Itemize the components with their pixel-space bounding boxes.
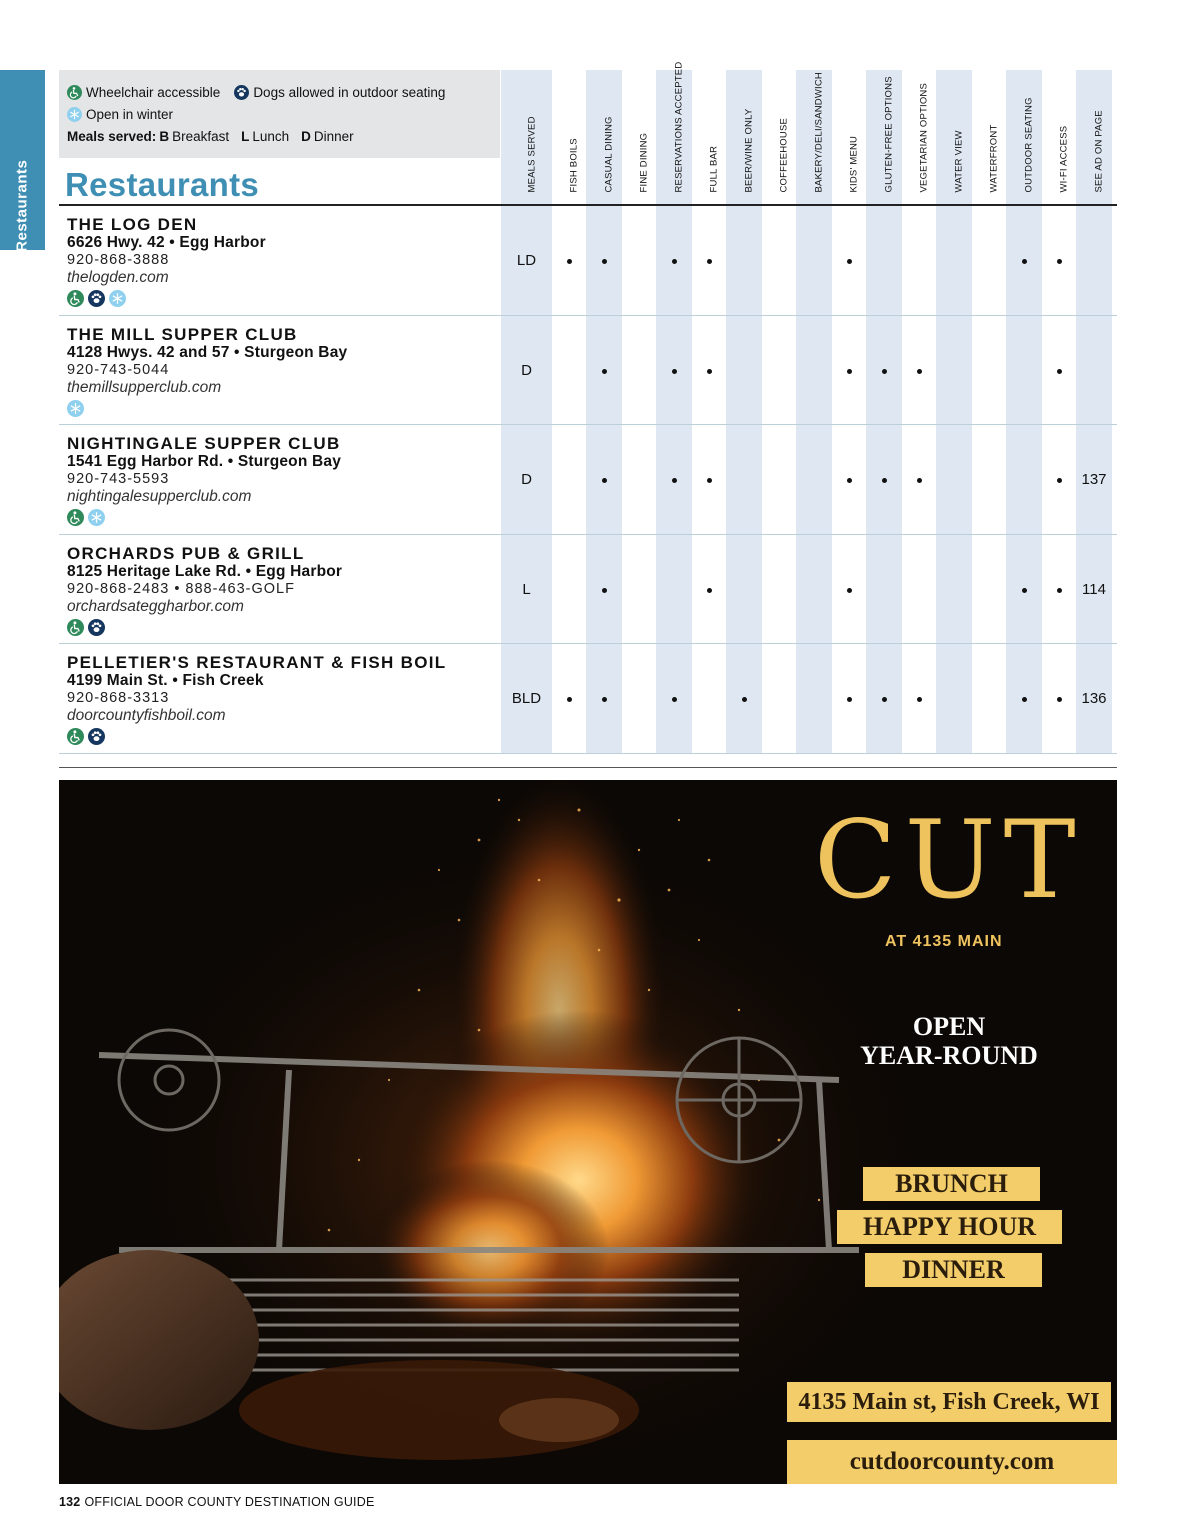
column-header-label: BAKERY/DELI/SANDWICH — [813, 72, 825, 193]
ad-website[interactable]: cutdoorcounty.com — [787, 1440, 1117, 1484]
section-side-tab — [0, 70, 45, 301]
feature-dot — [602, 259, 607, 264]
restaurant-amenity-icons — [67, 728, 105, 745]
wheelchair-icon — [67, 509, 84, 526]
see-ad-page-cell[interactable]: 136 — [1081, 690, 1107, 707]
feature-dot — [882, 369, 887, 374]
legend-box — [59, 70, 500, 158]
row-divider — [59, 753, 1117, 754]
ad-subtitle: AT 4135 MAIN — [885, 933, 1003, 950]
column-header — [1041, 70, 1077, 202]
ad-open-line-1: OPEN — [912, 1012, 986, 1041]
feature-dot — [882, 697, 887, 702]
row-divider — [59, 534, 1117, 535]
wheelchair-icon — [67, 290, 84, 307]
restaurant-amenity-icons — [67, 400, 84, 417]
wheelchair-icon — [67, 619, 84, 636]
feature-dot — [847, 369, 852, 374]
column-header — [586, 70, 622, 202]
feature-dot — [917, 369, 922, 374]
column-header — [831, 70, 867, 202]
dog-icon — [88, 728, 105, 745]
column-header — [501, 70, 552, 202]
feature-dot — [602, 588, 607, 593]
column-header — [796, 70, 832, 202]
column-header — [621, 70, 657, 202]
meals-served-cell: D — [521, 471, 532, 488]
column-header — [971, 70, 1007, 202]
feature-dot — [1022, 697, 1027, 702]
feature-dot — [672, 259, 677, 264]
column-header-label: FULL BAR — [708, 145, 720, 193]
feature-dot — [707, 588, 712, 593]
feature-dot — [672, 478, 677, 483]
see-ad-page-cell[interactable]: 137 — [1081, 471, 1107, 488]
meal-code: L — [241, 129, 250, 144]
meal-label: Lunch — [252, 129, 290, 144]
column-header-label: WATER VIEW — [953, 130, 965, 193]
page-number: 132 — [59, 1495, 81, 1509]
feature-dot — [847, 478, 852, 483]
see-ad-page-cell[interactable]: 114 — [1082, 581, 1106, 598]
feature-dot — [602, 369, 607, 374]
feature-dot — [847, 588, 852, 593]
snowflake-icon — [67, 400, 84, 417]
meals-served-cell: BLD — [511, 690, 542, 707]
column-header-label: FINE DINING — [638, 132, 650, 193]
restaurant-name: PELLETIER'S RESTAURANT & FISH BOIL — [67, 653, 447, 672]
restaurant-phone: 920-868-3313 — [67, 690, 170, 706]
meals-served-cell: L — [522, 581, 531, 598]
column-header — [761, 70, 797, 202]
column-header-label: FISH BOILS — [568, 138, 580, 193]
row-divider — [59, 424, 1117, 425]
column-header — [1006, 70, 1042, 202]
legend-wheelchair-text: Wheelchair accessible — [86, 85, 221, 100]
column-header — [936, 70, 972, 202]
column-header — [656, 61, 692, 202]
dog-icon — [88, 290, 105, 307]
restaurant-phone: 920-868-2483 • 888-463-GOLF — [67, 581, 295, 597]
column-header-label: KIDS' MENU — [848, 135, 860, 193]
feature-dot — [707, 369, 712, 374]
meal-code: D — [301, 129, 311, 144]
restaurant-website[interactable]: doorcountyfishboil.com — [67, 707, 226, 724]
legend-meals-row — [67, 129, 366, 144]
restaurant-address: 6626 Hwy. 42 • Egg Harbor — [67, 234, 266, 251]
column-header — [691, 70, 727, 202]
snowflake-icon — [88, 509, 105, 526]
column-header-label: COFFEEHOUSE — [778, 117, 790, 193]
legend-row-1 — [67, 85, 445, 100]
feature-dot — [1057, 259, 1062, 264]
restaurant-address: 8125 Heritage Lake Rd. • Egg Harbor — [67, 563, 343, 580]
dog-icon — [88, 619, 105, 636]
side-tab-label: Dine | Restaurants — [13, 159, 31, 301]
ad-offering-dinner: DINNER — [865, 1253, 1042, 1287]
row-divider — [59, 315, 1117, 316]
feature-dot — [882, 478, 887, 483]
meals-served-cell: LD — [516, 252, 537, 269]
ad-offering-brunch: BRUNCH — [863, 1167, 1040, 1201]
feature-dot — [1057, 478, 1062, 483]
meals-label: Meals served: — [67, 129, 157, 144]
cut-advertisement — [59, 780, 1117, 1484]
restaurant-phone: 920-743-5044 — [67, 362, 170, 378]
footer-text: OFFICIAL DOOR COUNTY DESTINATION GUIDE — [84, 1495, 375, 1509]
restaurant-name: THE LOG DEN — [67, 215, 198, 234]
table-bottom-divider — [59, 767, 1117, 768]
restaurant-name: THE MILL SUPPER CLUB — [67, 325, 298, 344]
meal-code: B — [159, 129, 170, 144]
meal-label: Dinner — [313, 129, 354, 144]
column-header-label: VEGETARIAN OPTIONS — [918, 82, 930, 193]
feature-dot — [567, 259, 572, 264]
feature-dot — [847, 259, 852, 264]
cut-logo: CUT — [814, 798, 1084, 923]
feature-dot — [1022, 588, 1027, 593]
column-header — [551, 70, 587, 202]
column-header — [726, 70, 762, 202]
legend-dogs-text: Dogs allowed in outdoor seating — [253, 85, 446, 100]
feature-dot — [707, 478, 712, 483]
feature-dot — [1057, 588, 1062, 593]
ad-open-line-2: YEAR-ROUND — [860, 1041, 1038, 1070]
column-header-label: RESERVATIONS ACCEPTED — [673, 61, 685, 193]
column-header-label: CASUAL DINING — [603, 116, 615, 193]
ad-offering-happy-hour: HAPPY HOUR — [837, 1210, 1062, 1244]
column-header-label: GLUTEN-FREE OPTIONS — [883, 76, 895, 193]
restaurant-amenity-icons — [67, 619, 105, 636]
column-header-label: SEE AD ON PAGE — [1093, 110, 1105, 193]
restaurant-amenity-icons — [67, 509, 105, 526]
restaurant-name: ORCHARDS PUB & GRILL — [67, 544, 305, 563]
row-divider — [59, 643, 1117, 644]
snowflake-icon — [67, 107, 82, 122]
column-header-label: BEER/WINE ONLY — [743, 108, 755, 193]
title-divider — [59, 204, 1117, 206]
restaurant-website[interactable]: themillsupperclub.com — [67, 379, 222, 396]
restaurant-website[interactable]: orchardsateggharbor.com — [67, 598, 244, 615]
feature-dot — [602, 697, 607, 702]
meals-served-cell: D — [521, 362, 532, 379]
snowflake-icon — [109, 290, 126, 307]
restaurant-website[interactable]: thelogden.com — [67, 269, 169, 286]
feature-dot — [1057, 697, 1062, 702]
column-header-label: MEALS SERVED — [526, 116, 537, 193]
feature-dot — [742, 697, 747, 702]
column-header-label: OUTDOOR SEATING — [1023, 97, 1035, 193]
feature-dot — [847, 697, 852, 702]
feature-dot — [567, 697, 572, 702]
feature-dot — [1057, 369, 1062, 374]
ad-address: 4135 Main st, Fish Creek, WI — [787, 1382, 1111, 1422]
restaurant-phone: 920-868-3888 — [67, 252, 170, 268]
restaurant-amenity-icons — [67, 290, 126, 307]
column-header — [1076, 70, 1112, 202]
restaurant-website[interactable]: nightingalesupperclub.com — [67, 488, 252, 505]
restaurant-address: 4199 Main St. • Fish Creek — [67, 672, 264, 689]
feature-dot — [707, 259, 712, 264]
legend-winter-text: Open in winter — [86, 107, 174, 122]
feature-dot — [672, 369, 677, 374]
wheelchair-icon — [67, 85, 82, 100]
restaurant-name: NIGHTINGALE SUPPER CLUB — [67, 434, 341, 453]
legend-row-2 — [67, 107, 173, 122]
restaurant-phone: 920-743-5593 — [67, 471, 170, 487]
feature-dot — [672, 697, 677, 702]
feature-dot — [602, 478, 607, 483]
feature-dot — [917, 697, 922, 702]
feature-dot — [1022, 259, 1027, 264]
restaurant-address: 4128 Hwys. 42 and 57 • Sturgeon Bay — [67, 344, 348, 361]
meal-label: Breakfast — [172, 129, 230, 144]
column-header — [901, 70, 937, 202]
column-header-label: WI-FI ACCESS — [1058, 125, 1070, 193]
section-title: Restaurants — [65, 166, 260, 203]
wheelchair-icon — [67, 728, 84, 745]
feature-dot — [917, 478, 922, 483]
column-header — [866, 70, 902, 202]
restaurant-address: 1541 Egg Harbor Rd. • Sturgeon Bay — [67, 453, 342, 470]
page-footer — [59, 1495, 375, 1509]
dog-icon — [234, 85, 249, 100]
column-header-label: WATERFRONT — [988, 124, 1000, 193]
